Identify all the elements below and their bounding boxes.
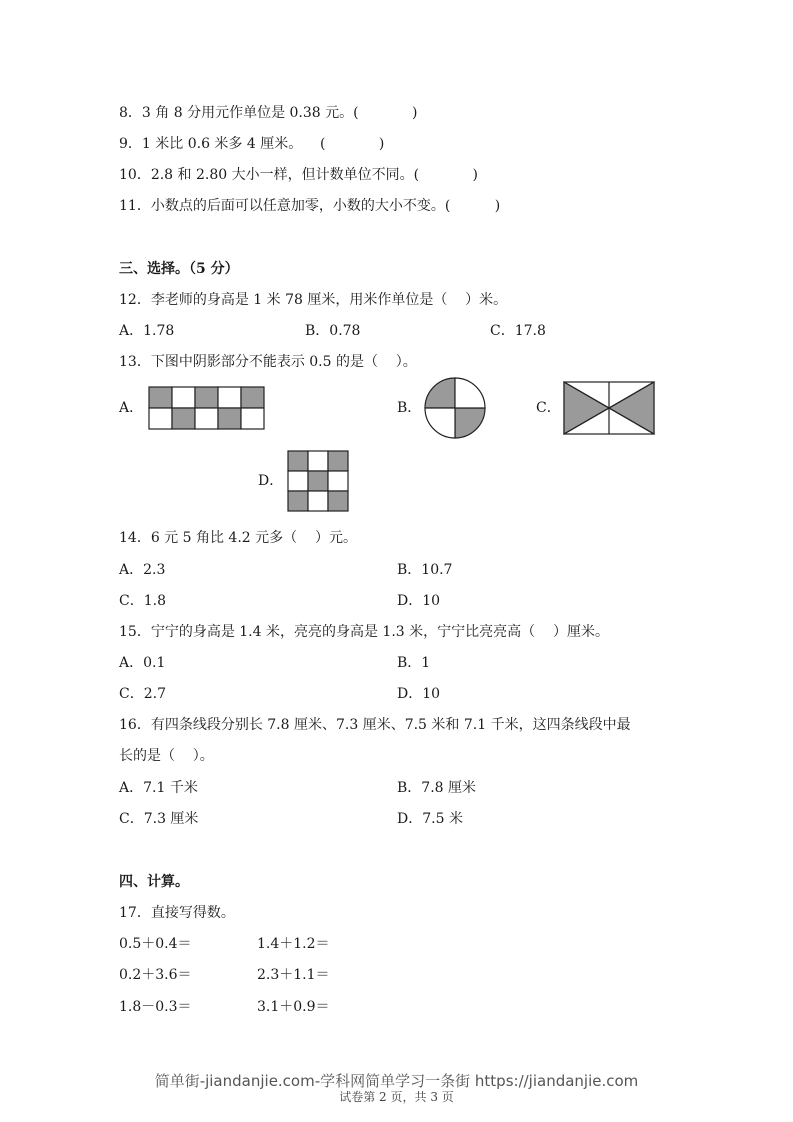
q12-option-a: A．1.78 (119, 323, 175, 339)
q16-option-d: D．7.5 米 (397, 811, 463, 827)
q13-figure-d-grid (287, 450, 349, 512)
q12-option-c: C．17.8 (490, 323, 546, 339)
q17-expr-left-1: 0.5＋0.4＝ (119, 936, 192, 952)
judgement-item-9: 9．1 米比 0.6 米多 4 厘米。 ( ) (119, 136, 385, 152)
q16-option-a: A．7.1 千米 (119, 780, 198, 796)
q16-option-b: B．7.8 厘米 (397, 780, 477, 796)
q15-stem: 15．宁宁的身高是 1.4 米，亮亮的身高是 1.3 米，宁宁比亮亮高（ ）厘米。 (119, 624, 609, 640)
q12-option-b: B．0.78 (305, 323, 361, 339)
q13-label-d: D． (258, 473, 284, 489)
q13-figure-c-rectangle (563, 381, 655, 435)
q13-label-a: A． (119, 400, 144, 416)
q17-expr-left-2: 0.2＋3.6＝ (119, 967, 192, 983)
watermark-text: 简单街-jiandanjie.com-学科网简单学习一条街 https://jiandanjie.com (154, 1072, 639, 1090)
q13-stem: 13．下图中阴影部分不能表示 0.5 的是（ ）。 (119, 354, 417, 370)
q13-figure-a-grid (148, 386, 266, 430)
q17-expr-right-1: 1.4＋1.2＝ (257, 936, 330, 952)
q13-label-c: C． (536, 400, 561, 416)
q16-stem-line1: 16．有四条线段分别长 7.8 厘米、7.3 厘米、7.5 米和 7.1 千米，这四条线段中最 (119, 717, 631, 733)
q12-stem: 12．李老师的身高是 1 米 78 厘米，用米作单位是（ ）米。 (119, 292, 508, 308)
section-3-title: 三、选择。（5 分） (119, 261, 239, 277)
q15-option-b: B．1 (397, 655, 431, 671)
q15-option-c: C．2.7 (119, 686, 166, 702)
q13-label-b: B． (397, 400, 422, 416)
q13-figure-b-circle (424, 377, 486, 439)
q17-expr-left-3: 1.8－0.3＝ (119, 999, 192, 1015)
q14-option-b: B．10.7 (397, 562, 453, 578)
q16-option-c: C．7.3 厘米 (119, 811, 199, 827)
q15-option-a: A．0.1 (119, 655, 166, 671)
q17-expr-right-2: 2.3＋1.1＝ (257, 967, 330, 983)
judgement-item-11: 11．小数点的后面可以任意加零，小数的大小不变。( ) (119, 198, 501, 214)
q15-option-d: D．10 (397, 686, 441, 702)
q16-stem-line2: 长的是（ ）。 (119, 748, 214, 764)
q14-option-c: C．1.8 (119, 593, 166, 609)
q17-expr-right-3: 3.1＋0.9＝ (257, 999, 330, 1015)
q14-option-a: A．2.3 (119, 562, 166, 578)
section-4-title: 四、计算。 (119, 874, 189, 890)
q14-option-d: D．10 (397, 593, 441, 609)
q17-stem: 17．直接写得数。 (119, 905, 235, 921)
page-number: 试卷第 2 页，共 3 页 (339, 1090, 454, 1104)
judgement-item-10: 10．2.8 和 2.80 大小一样，但计数单位不同。( ) (119, 167, 478, 183)
q14-stem: 14．6 元 5 角比 4.2 元多（ ）元。 (119, 530, 357, 546)
judgement-item-8: 8．3 角 8 分用元作单位是 0.38 元。( ) (119, 105, 418, 121)
